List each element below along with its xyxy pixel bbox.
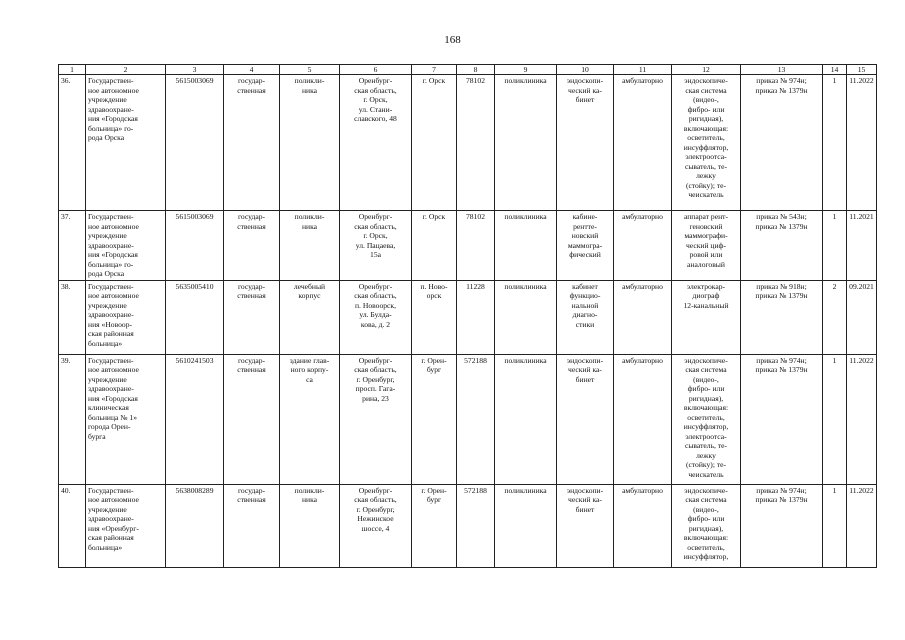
order-cell: приказ № 974н; приказ № 1379н	[741, 75, 823, 211]
room-cell: кабине- рентте- новский маммогра- фический	[557, 211, 614, 281]
row-number: 38.	[59, 280, 86, 354]
quantity-cell: 1	[823, 484, 847, 567]
row-number: 39.	[59, 354, 86, 484]
equipment-cell: аппарат рент- геновский маммографи- ческий циф- ровой или аналоговый	[672, 211, 741, 281]
registry-rows	[59, 75, 877, 568]
quantity-cell: 1	[823, 211, 847, 281]
inn-cell: 5615003069	[166, 75, 224, 211]
quantity-cell: 1	[823, 354, 847, 484]
column-number: 14	[823, 65, 847, 75]
registry-table	[58, 64, 877, 568]
column-number: 9	[495, 65, 557, 75]
equipment-cell: эндоскопиче- ская система (видео-, фибро- или ригидная), включающая: осветитель, инсуффлятор, электроотса- сыватель, те- лежку (стойку); те- чеискатель	[672, 354, 741, 484]
order-cell: приказ № 974н; приказ № 1379н	[741, 484, 823, 567]
city-cell: г. Орен- бург	[412, 484, 457, 567]
column-number: 4	[224, 65, 280, 75]
room-cell: эндоскопи- ческий ка- бинет	[557, 484, 614, 567]
quantity-cell: 2	[823, 280, 847, 354]
code-cell: 78102	[457, 75, 495, 211]
date-cell: 09.2021	[847, 280, 877, 354]
room-cell: эндоскопи- ческий ка- бинет	[557, 354, 614, 484]
city-cell: г. Орск	[412, 75, 457, 211]
row-number: 36.	[59, 75, 86, 211]
column-number: 2	[86, 65, 166, 75]
order-cell: приказ № 918н; приказ № 1379н	[741, 280, 823, 354]
room-cell: кабинет функцио- нальной диагно- стики	[557, 280, 614, 354]
table-row	[59, 75, 877, 211]
address-cell: Оренбург- ская область, г. Оренбург, просп. Гага- рина, 23	[340, 354, 412, 484]
table-row	[59, 280, 877, 354]
column-number-row	[59, 65, 877, 75]
column-number: 13	[741, 65, 823, 75]
city-cell: г. Орск	[412, 211, 457, 281]
column-number: 7	[412, 65, 457, 75]
date-cell: 11.2022	[847, 354, 877, 484]
building-cell: поликли- ника	[280, 211, 340, 281]
building-cell: здание глав- ного корпу- са	[280, 354, 340, 484]
inn-cell: 5638008289	[166, 484, 224, 567]
order-cell: приказ № 974н; приказ № 1379н	[741, 354, 823, 484]
quantity-cell: 1	[823, 75, 847, 211]
row-number: 37.	[59, 211, 86, 281]
equipment-cell: электрокар- диограф 12-канальный	[672, 280, 741, 354]
care-type-cell: амбулаторно	[614, 354, 672, 484]
date-cell: 11.2022	[847, 75, 877, 211]
address-cell: Оренбург- ская область, г. Оренбург, Нежинское шоссе, 4	[340, 484, 412, 567]
building-cell: поликли- ника	[280, 484, 340, 567]
division-cell: поликлиника	[495, 354, 557, 484]
ownership-cell: государ- ственная	[224, 280, 280, 354]
ownership-cell: государ- ственная	[224, 354, 280, 484]
building-cell: поликли- ника	[280, 75, 340, 211]
code-cell: 572188	[457, 354, 495, 484]
care-type-cell: амбулаторно	[614, 211, 672, 281]
column-number: 12	[672, 65, 741, 75]
column-number: 1	[59, 65, 86, 75]
column-number: 6	[340, 65, 412, 75]
inn-cell: 5635005410	[166, 280, 224, 354]
address-cell: Оренбург- ская область, г. Орск, ул. Пацаева, 15а	[340, 211, 412, 281]
division-cell: поликлиника	[495, 75, 557, 211]
order-cell: приказ № 543н; приказ № 1379н	[741, 211, 823, 281]
code-cell: 78102	[457, 211, 495, 281]
division-cell: поликлиника	[495, 280, 557, 354]
building-cell: лечебный корпус	[280, 280, 340, 354]
column-number: 10	[557, 65, 614, 75]
date-cell: 11.2022	[847, 484, 877, 567]
inn-cell: 5615003069	[166, 211, 224, 281]
code-cell: 11228	[457, 280, 495, 354]
organization-name: Государствен- ное автономное учреждение здравоохране- ния «Городская больница» го- рода Орска	[86, 75, 166, 211]
ownership-cell: государ- ственная	[224, 484, 280, 567]
ownership-cell: государ- ственная	[224, 211, 280, 281]
care-type-cell: амбулаторно	[614, 75, 672, 211]
address-cell: Оренбург- ская область, г. Орск, ул. Стани- славского, 48	[340, 75, 412, 211]
organization-name: Государствен- ное автономное учреждение здравоохране- ния «Городская клиническая больница № 1» города Орен- бурга	[86, 354, 166, 484]
organization-name: Государствен- ное автономное учреждение здравоохране- ния «Городская больница» го- рода Орска	[86, 211, 166, 281]
column-number: 15	[847, 65, 877, 75]
inn-cell: 5610241503	[166, 354, 224, 484]
equipment-cell: эндоскопиче- ская система (видео-, фибро- или ригидная), включающая: осветитель, инсуффлятор,	[672, 484, 741, 567]
column-number: 5	[280, 65, 340, 75]
organization-name: Государствен- ное автономное учреждение здравоохране- ния «Оренбург- ская районная больница»	[86, 484, 166, 567]
column-number: 3	[166, 65, 224, 75]
division-cell: поликлиника	[495, 484, 557, 567]
table-row	[59, 211, 877, 281]
care-type-cell: амбулаторно	[614, 280, 672, 354]
date-cell: 11.2021	[847, 211, 877, 281]
care-type-cell: амбулаторно	[614, 484, 672, 567]
table-row	[59, 484, 877, 567]
page-number: 168	[444, 34, 461, 46]
column-number: 8	[457, 65, 495, 75]
address-cell: Оренбург- ская область, п. Новоорск, ул. Булда- кова, д. 2	[340, 280, 412, 354]
organization-name: Государствен- ное автономное учреждение здравоохране- ния «Новоор- ская районная больница»	[86, 280, 166, 354]
code-cell: 572188	[457, 484, 495, 567]
room-cell: эндоскопи- ческий ка- бинет	[557, 75, 614, 211]
equipment-cell: эндоскопиче- ская система (видео-, фибро- или ригидная), включающая: осветитель, инсуффлятор, электроотса- сыватель, те- лежку (стойку); те- чеискатель	[672, 75, 741, 211]
city-cell: г. Орен- бург	[412, 354, 457, 484]
table-row	[59, 354, 877, 484]
division-cell: поликлиника	[495, 211, 557, 281]
city-cell: п. Ново- орск	[412, 280, 457, 354]
ownership-cell: государ- ственная	[224, 75, 280, 211]
column-number: 11	[614, 65, 672, 75]
row-number: 40.	[59, 484, 86, 567]
